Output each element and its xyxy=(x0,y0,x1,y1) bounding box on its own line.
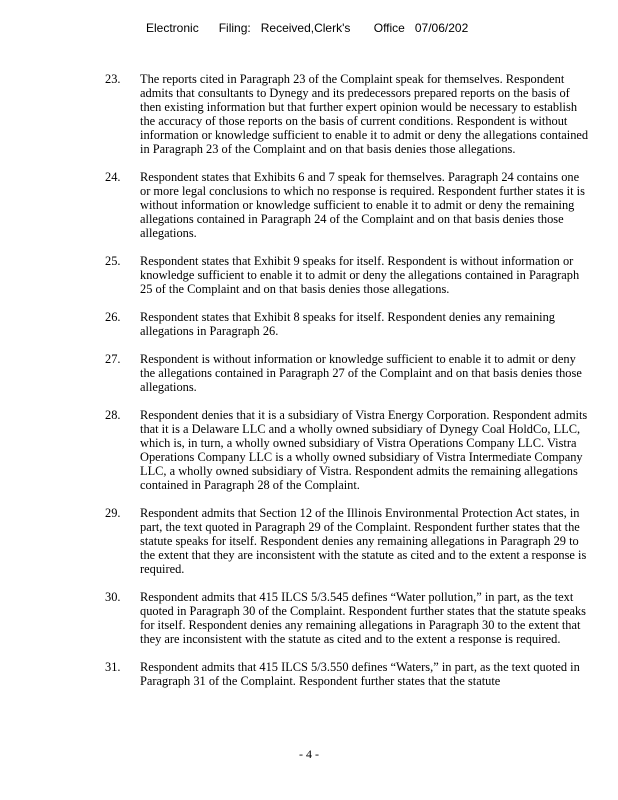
paragraph-text: Respondent is without information or knowledge sufficient to enable it to admit or deny the allegations contained in Paragraph 27 of the Complaint and on that basis denies those allegations. xyxy=(140,352,582,394)
paragraph-number: 30. xyxy=(105,590,121,604)
paragraph-number: 27. xyxy=(105,352,121,366)
page-number: - 4 - xyxy=(299,747,319,761)
paragraph xyxy=(0,254,618,296)
paragraph xyxy=(0,352,618,394)
paragraph xyxy=(0,408,618,492)
paragraph-text: Respondent admits that 415 ILCS 5/3.550 defines “Waters,” in part, as the text quoted in Paragraph 31 of the Complaint. Respondent further states that the statute xyxy=(140,660,580,688)
electronic-filing-header xyxy=(146,21,468,35)
header-filing: Filing: xyxy=(218,21,251,35)
header-received: Received,Clerk's xyxy=(260,21,351,35)
paragraph-text: Respondent states that Exhibit 9 speaks for itself. Respondent is without information or knowledge sufficient to enable it to admit or deny the allegations contained in Paragraph 25 of the Complaint and on that basis denies those allegations. xyxy=(140,254,580,296)
paragraph xyxy=(0,590,618,646)
paragraph-number: 28. xyxy=(105,408,121,422)
paragraph-number: 24. xyxy=(105,170,121,184)
header-office: Office xyxy=(373,21,405,35)
paragraph-number: 31. xyxy=(105,660,121,674)
paragraph-text: Respondent admits that Section 12 of the Illinois Environmental Protection Act states, in part, the text quoted in Paragraph 29 of the Complaint. Respondent further states that the statute speaks for itself. Respondent denies any remaining allegations in Paragraph 29 to the extent that they are inconsistent with the statute as cited and to the extent a response is required. xyxy=(140,506,587,576)
paragraph xyxy=(0,660,618,688)
paragraph xyxy=(0,170,618,240)
paragraph xyxy=(0,72,618,156)
paragraph-number: 25. xyxy=(105,254,121,268)
paragraph-list xyxy=(0,72,618,702)
paragraph xyxy=(0,506,618,576)
paragraph-number: 26. xyxy=(105,310,121,324)
paragraph-text: The reports cited in Paragraph 23 of the Complaint speak for themselves. Respondent admits that consultants to Dynegy and its predecessors prepared reports on the basis of then existing information but that further expert opinion would be necessary to establish the accuracy of those reports on the basis of current conditions. Respondent is without information or knowledge sufficient to enable it to admit or deny the allegations contained in Paragraph 23 of the Complaint and on that basis denies those allegations. xyxy=(140,72,589,156)
paragraph-number: 23. xyxy=(105,72,121,86)
header-electronic: Electronic xyxy=(146,21,199,35)
paragraph-text: Respondent states that Exhibit 8 speaks for itself. Respondent denies any remaining allegations in Paragraph 26. xyxy=(140,310,556,338)
paragraph-text: Respondent admits that 415 ILCS 5/3.545 defines “Water pollution,” in part, as the text quoted in Paragraph 30 of the Complaint. Respondent further states that the statute speaks for itself. Respondent denies any remaining allegations in Paragraph 30 to the extent that they are inconsistent with the statute as cited and to the extent a response is required. xyxy=(140,590,586,646)
paragraph-number: 29. xyxy=(105,506,121,520)
paragraph-text: Respondent states that Exhibits 6 and 7 speak for themselves. Paragraph 24 contains one or more legal conclusions to which no response is required. Respondent further states it is without information or knowledge sufficient to enable it to admit or deny the remaining allegations contained in Paragraph 24 of the Complaint and on that basis denies those allegations. xyxy=(140,170,585,240)
paragraph-text: Respondent denies that it is a subsidiary of Vistra Energy Corporation. Respondent admits that it is a Delaware LLC and a wholly owned subsidiary of Dynegy Coal HoldCo, LLC, which is, in turn, a wholly owned subsidiary of Vistra Operations Company LLC. Vistra Operations Company LLC is a wholly owned subsidiary of Vistra Intermediate Company LLC, a wholly owned subsidiary of Vistra. Respondent admits the remaining allegations contained in Paragraph 28 of the Complaint. xyxy=(140,408,588,492)
paragraph xyxy=(0,310,618,338)
header-date: 07/06/202 xyxy=(414,21,469,35)
